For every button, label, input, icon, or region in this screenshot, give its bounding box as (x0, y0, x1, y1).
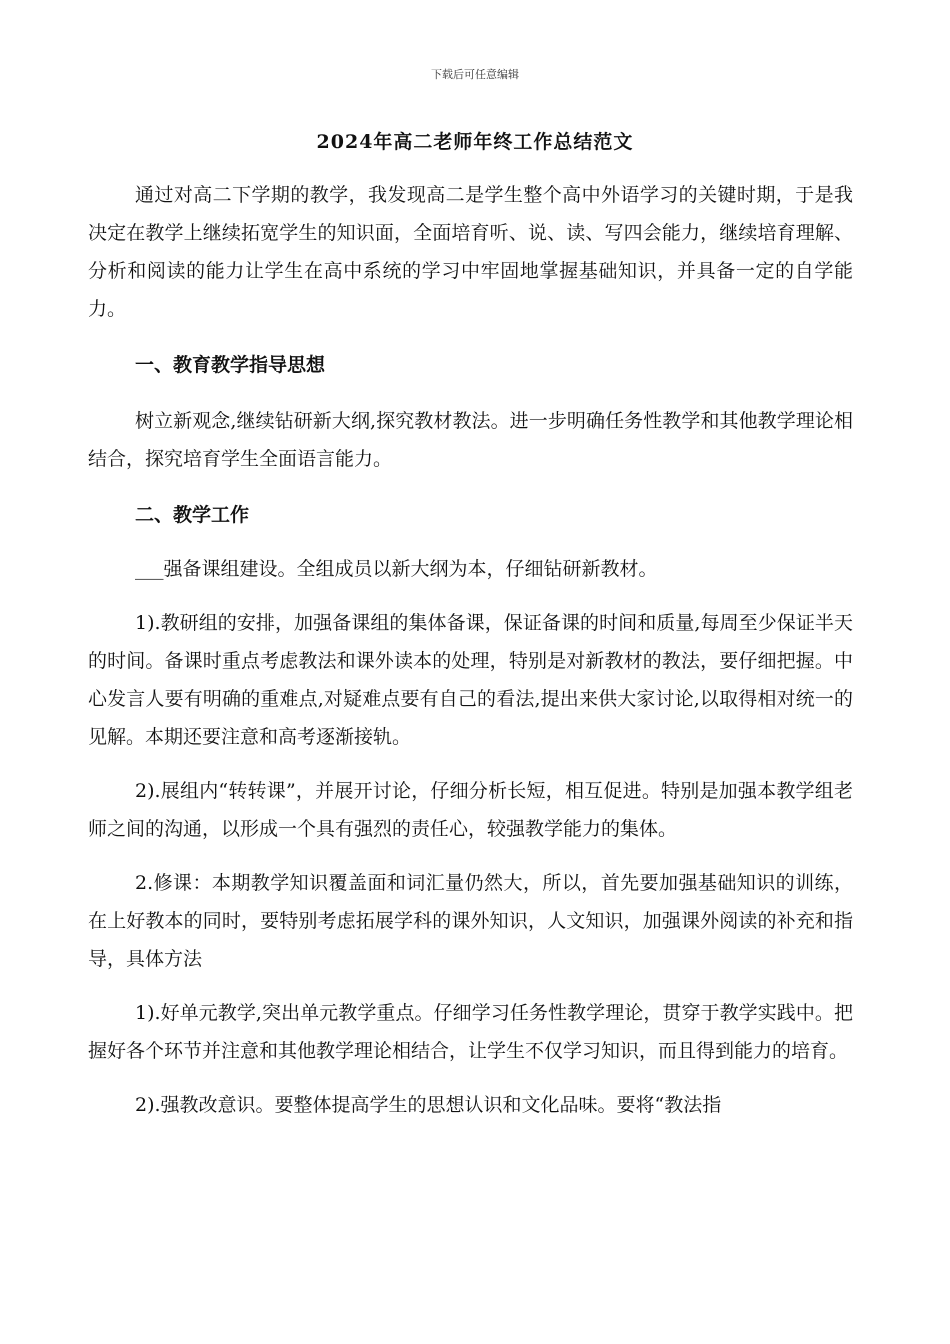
paragraph-guiding-thought: 树立新观念,继续钻研新大纲,探究教材教法。进一步明确任务性教学和其他教学理论相结合，探究培育学生全面语言能力。 (88, 410, 853, 470)
document-body (88, 176, 853, 1124)
paragraph-item-2: 2).展组内“转转课”，并展开讨论，仔细分析长短，相互促进。特别是加强本教学组老师之间的沟通，以形成一个具有强烈的责任心，较强教学能力的集体。 (88, 780, 853, 840)
paragraph-prep-group: ___强备课组建设。全组成员以新大纲为本，仔细钻研新教材。 (135, 558, 658, 580)
section-heading-2: 二、教学工作 (135, 504, 250, 526)
paragraph-item-1: 1).教研组的安排，加强备课组的集体备课，保证备课的时间和质量,每周至少保证半天的时间。备课时重点考虑教法和课外读本的处理，特别是对新教材的教法，要仔细把握。中心发言人要有明确的重难点,对疑难点要有自己的看法,提出来供大家讨论,以取得相对统一的见解。本期还要注意和高考逐渐接轨。 (88, 612, 853, 748)
section-heading-1: 一、教育教学指导思想 (135, 354, 326, 376)
paragraph-curriculum: 2.修课：本期教学知识覆盖面和词汇量仍然大，所以，首先要加强基础知识的训练，在上好教本的同时，要特别考虑拓展学科的课外知识，人文知识，加强课外阅读的补充和指导，具体方法 (88, 872, 853, 970)
header-note: 下载后可任意编辑 (431, 68, 519, 81)
document-title: 2024年高二老师年终工作总结范文 (316, 131, 634, 153)
paragraph-reform: 2).强教改意识。要整体提高学生的思想认识和文化品味。要将“教法指 (135, 1094, 722, 1116)
paragraph-unit-teaching: 1).好单元教学,突出单元教学重点。仔细学习任务性教学理论，贯穿于教学实践中。把握好各个环节并注意和其他教学理论相结合，让学生不仅学习知识，而且得到能力的培育。 (88, 1002, 853, 1062)
intro-paragraph: 通过对高二下学期的教学，我发现高二是学生整个高中外语学习的关键时期，于是我决定在教学上继续拓宽学生的知识面，全面培育听、说、读、写四会能力，继续培育理解、分析和阅读的能力让学生在高中系统的学习中牢固地掌握基础知识，并具备一定的自学能力。 (88, 184, 853, 320)
